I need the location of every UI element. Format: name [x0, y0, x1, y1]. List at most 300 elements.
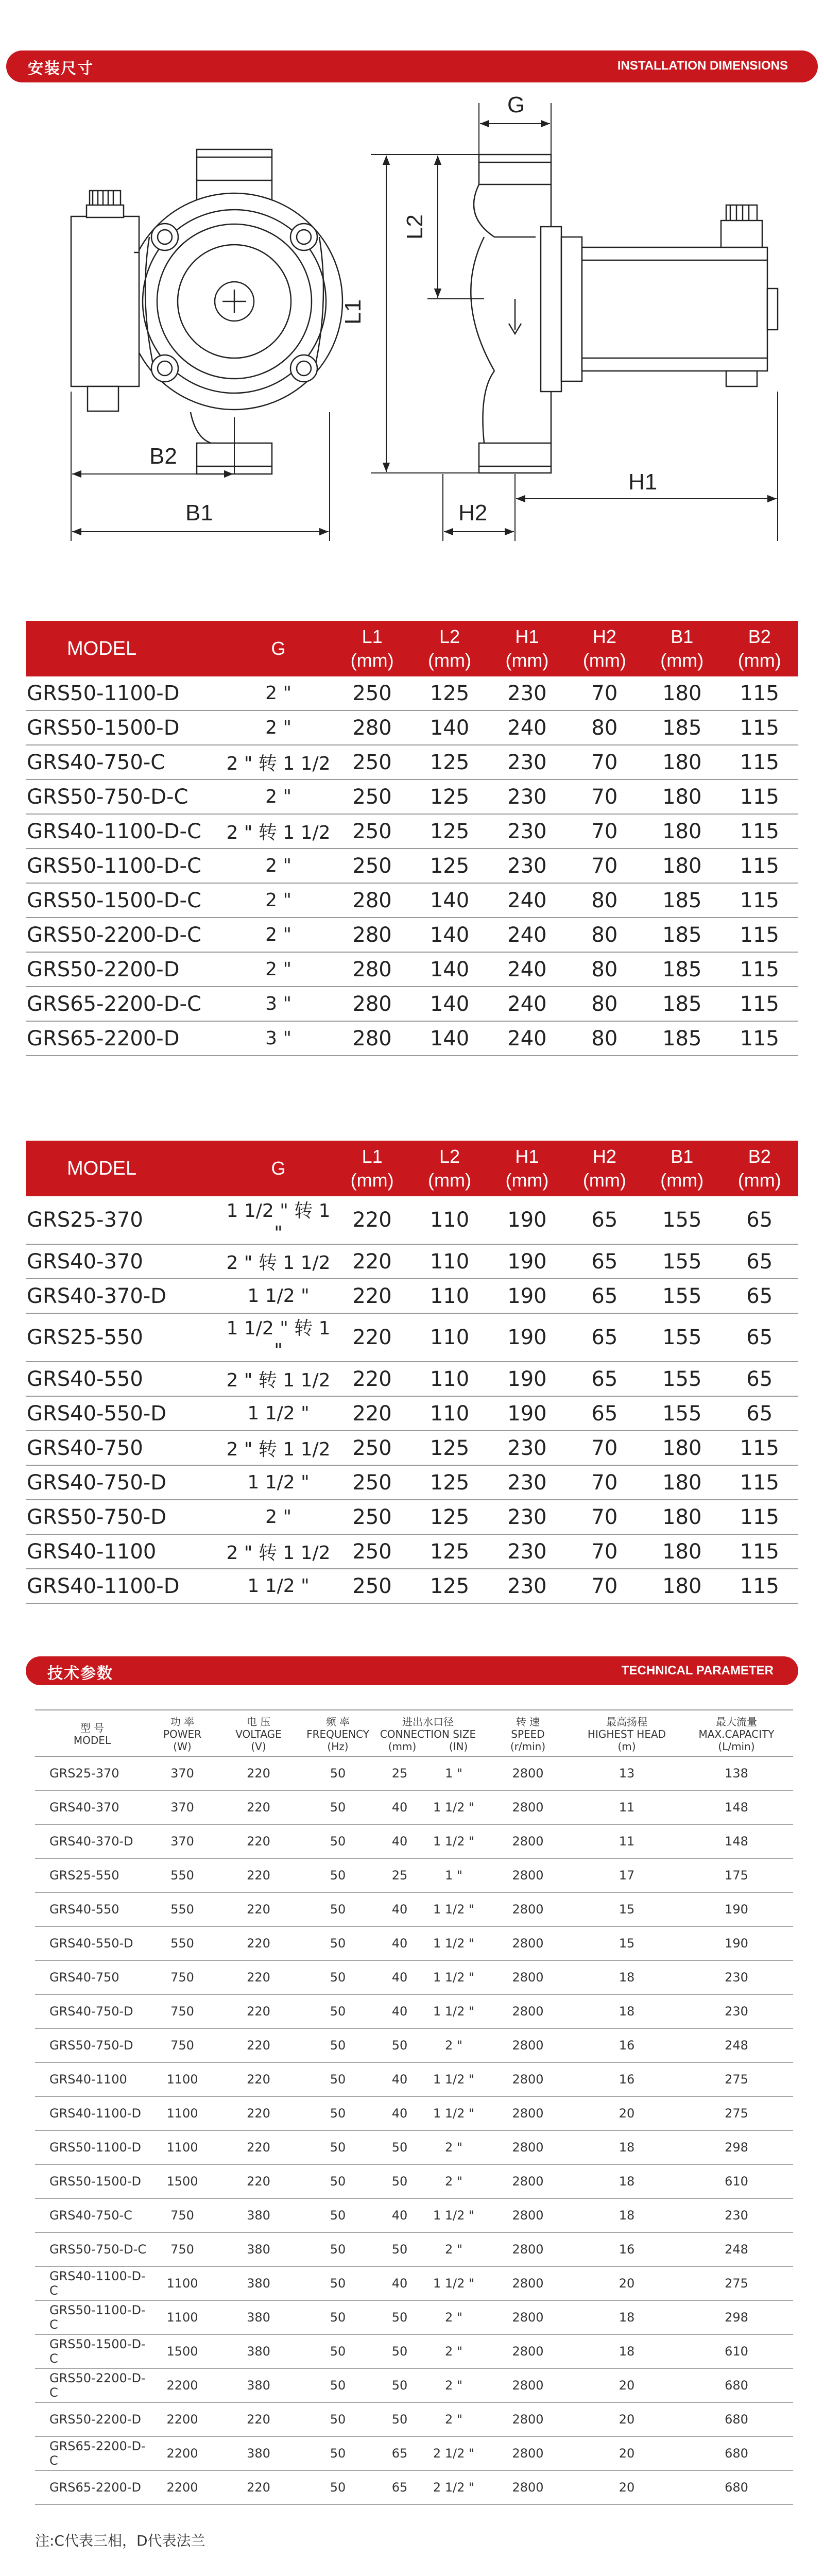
table-row: [35, 2164, 793, 2198]
header-unit: (r/min): [510, 1740, 546, 1753]
table-row: [35, 2368, 793, 2402]
table-cell: 1500: [149, 2164, 215, 2198]
table-cell: 250: [333, 1500, 410, 1534]
table-cell: 1 1/2 ": [224, 1279, 334, 1313]
table-cell: 50: [302, 2028, 374, 2062]
table-cell: 50: [302, 1790, 374, 1824]
model-cell: GRS50-1100-D-C: [35, 2300, 149, 2334]
table-cell: 190: [488, 1362, 565, 1396]
table-cell: 115: [720, 1569, 798, 1603]
table-cell: 280: [333, 952, 410, 987]
dim-label-l2: L2: [402, 214, 427, 240]
table-cell: 370: [149, 1756, 215, 1790]
table-cell: 185: [643, 952, 720, 987]
header-en: MODEL: [73, 1734, 111, 1747]
table-cell: 220: [215, 2164, 302, 2198]
table-cell: 155: [643, 1396, 720, 1431]
table-row: [26, 1534, 798, 1569]
table-cell: 20: [574, 2266, 680, 2300]
table-row: [26, 779, 798, 814]
table-cell: 185: [643, 987, 720, 1021]
col-header-b1-name: B1: [671, 626, 694, 647]
table-cell: 40: [374, 1892, 425, 1926]
model-cell: GRS65-2200-D: [35, 2470, 149, 2504]
model-cell: GRS25-370: [26, 1196, 224, 1244]
table-cell: 50: [302, 2266, 374, 2300]
header-cn: 型 号: [80, 1722, 105, 1734]
table-cell: 250: [333, 1465, 410, 1500]
table-row: [26, 710, 798, 745]
header-en: CONNECTION SIZE: [380, 1728, 476, 1740]
table-cell: 2800: [482, 2130, 574, 2164]
table-cell: 180: [643, 676, 720, 710]
col-header-l1-name: L1: [362, 1146, 383, 1167]
section-title-cn: 安装尺寸: [28, 60, 94, 78]
table-cell: 15: [574, 1892, 680, 1926]
table-cell: 2800: [482, 2334, 574, 2368]
table-cell: 65: [720, 1396, 798, 1431]
table-cell: 1 1/2 ": [224, 1569, 334, 1603]
table-cell: 40: [374, 1994, 425, 2028]
table-cell: 1 1/2 ": [425, 2096, 482, 2130]
table-cell: 50: [302, 2368, 374, 2402]
table-cell: 115: [720, 1021, 798, 1056]
table-row: [26, 1431, 798, 1465]
table-cell: 280: [333, 987, 410, 1021]
table-cell: 240: [488, 952, 565, 987]
table-cell: 220: [333, 1396, 410, 1431]
header-cn: 功 率: [170, 1716, 195, 1728]
table-cell: 15: [574, 1926, 680, 1960]
header-en: VOLTAGE: [235, 1728, 282, 1740]
dim-label-b2: B2: [149, 444, 177, 469]
table-cell: 65: [566, 1279, 643, 1313]
table-cell: 750: [149, 1960, 215, 1994]
technical-table-header: [35, 1710, 793, 1756]
col-header-h1-name: H1: [515, 1146, 539, 1167]
table-cell: 2800: [482, 1926, 574, 1960]
header-en: MAX.CAPACITY: [698, 1728, 775, 1740]
header-unit: (V): [251, 1740, 266, 1753]
table-cell: 50: [302, 1892, 374, 1926]
table-cell: 240: [488, 987, 565, 1021]
table-cell: 380: [215, 2300, 302, 2334]
table-cell: 18: [574, 1994, 680, 2028]
header-en: POWER: [163, 1728, 202, 1740]
col-header-b1-name: B1: [671, 1146, 694, 1167]
table-cell: 1 1/2 ": [425, 2266, 482, 2300]
table-cell: 298: [680, 2300, 793, 2334]
table-cell: 1100: [149, 2062, 215, 2096]
table-row: [35, 1926, 793, 1960]
model-cell: GRS40-1100: [35, 2062, 149, 2096]
dimension-table-1: [26, 621, 798, 1056]
table-cell: 2 ": [224, 849, 334, 883]
table-cell: 680: [680, 2470, 793, 2504]
table-cell: 1 1/2 ": [425, 1926, 482, 1960]
col-header-unit: (mm): [582, 1170, 626, 1191]
model-cell: GRS25-550: [26, 1313, 224, 1362]
model-cell: GRS40-370-D: [35, 1824, 149, 1858]
dimension-table-header: [26, 1141, 798, 1196]
table-cell: 2800: [482, 1756, 574, 1790]
table-cell: 20: [574, 2436, 680, 2470]
model-cell: GRS40-370-D: [26, 1279, 224, 1313]
col-header-b2: [720, 621, 798, 676]
col-header-unit: (mm): [737, 650, 781, 671]
table-cell: 2 ": [224, 918, 334, 952]
table-cell: 155: [643, 1362, 720, 1396]
table-cell: 1 1/2 ": [425, 2198, 482, 2232]
model-cell: GRS50-750-D-C: [26, 779, 224, 814]
model-cell: GRS25-550: [35, 1858, 149, 1892]
table-cell: 380: [215, 2266, 302, 2300]
table-cell: 240: [488, 918, 565, 952]
col-header-l1: [333, 1141, 410, 1196]
table-cell: 180: [643, 745, 720, 779]
table-cell: 240: [488, 1021, 565, 1056]
technical-parameter-table: [35, 1709, 793, 2505]
table-cell: 2 " 转 1 1/2: [224, 1244, 334, 1279]
table-cell: 2 ": [425, 2232, 482, 2266]
table-cell: 50: [374, 2368, 425, 2402]
table-cell: 280: [333, 710, 410, 745]
section-banner-installation: [6, 50, 818, 82]
table-cell: 230: [488, 1465, 565, 1500]
header-unit: (mm) (IN): [388, 1740, 468, 1753]
table-cell: 125: [411, 1569, 488, 1603]
table-cell: 115: [720, 918, 798, 952]
table-cell: 50: [374, 2402, 425, 2436]
table-cell: 65: [720, 1362, 798, 1396]
table-cell: 380: [215, 2198, 302, 2232]
table-cell: 70: [566, 849, 643, 883]
table-cell: 20: [574, 2402, 680, 2436]
col-header-h2-name: H2: [592, 626, 616, 647]
table-cell: 65: [720, 1313, 798, 1362]
col-header-unit: (mm): [428, 1170, 471, 1191]
table-cell: 50: [302, 1824, 374, 1858]
table-cell: 1 ": [425, 1756, 482, 1790]
table-row: [35, 2334, 793, 2368]
table-row: [26, 1500, 798, 1534]
table-cell: 2800: [482, 1824, 574, 1858]
model-cell: GRS40-550-D: [35, 1926, 149, 1960]
table-row: [35, 2130, 793, 2164]
table-cell: 280: [333, 883, 410, 918]
table-cell: 80: [566, 987, 643, 1021]
header-en: HIGHEST HEAD: [587, 1728, 666, 1740]
table-cell: 380: [215, 2368, 302, 2402]
table-cell: 80: [566, 918, 643, 952]
table-cell: 125: [411, 814, 488, 849]
table-cell: 230: [680, 2198, 793, 2232]
table-cell: 110: [411, 1396, 488, 1431]
table-cell: 13: [574, 1756, 680, 1790]
table-cell: 65: [374, 2436, 425, 2470]
table-cell: 40: [374, 1790, 425, 1824]
table-cell: 230: [488, 814, 565, 849]
col-header-h2-name: H2: [592, 1146, 616, 1167]
table-cell: 190: [488, 1196, 565, 1244]
table-cell: 185: [643, 883, 720, 918]
table-cell: 40: [374, 1960, 425, 1994]
table-cell: 220: [215, 1926, 302, 1960]
table-cell: 190: [488, 1396, 565, 1431]
table-row: [26, 987, 798, 1021]
col-header-unit: (mm): [350, 1170, 394, 1191]
table-cell: 65: [720, 1279, 798, 1313]
dimension-table-2-body: [26, 1196, 798, 1603]
table-cell: 2 ": [224, 779, 334, 814]
table-cell: 2800: [482, 1960, 574, 1994]
table-cell: 18: [574, 2164, 680, 2198]
table-cell: 140: [411, 918, 488, 952]
table-cell: 220: [215, 1892, 302, 1926]
table-row: [26, 1396, 798, 1431]
table-cell: 250: [333, 1431, 410, 1465]
col-header-unit: (mm): [660, 1170, 704, 1191]
table-cell: 220: [215, 1824, 302, 1858]
table-cell: 110: [411, 1313, 488, 1362]
tech-header-speed: [482, 1710, 574, 1756]
table-cell: 65: [374, 2470, 425, 2504]
table-cell: 230: [488, 849, 565, 883]
table-cell: 50: [374, 2164, 425, 2198]
table-cell: 1 ": [425, 1858, 482, 1892]
table-cell: 180: [643, 1534, 720, 1569]
table-cell: 1 1/2 " 转 1 ": [224, 1313, 334, 1362]
table-cell: 2800: [482, 2300, 574, 2334]
model-cell: GRS50-1500-D-C: [26, 883, 224, 918]
table-cell: 2 ": [224, 676, 334, 710]
model-cell: GRS50-2200-D-C: [35, 2368, 149, 2402]
table-cell: 220: [215, 1994, 302, 2028]
table-cell: 140: [411, 710, 488, 745]
table-cell: 3 ": [224, 987, 334, 1021]
table-cell: 50: [374, 2130, 425, 2164]
table-cell: 2 ": [425, 2130, 482, 2164]
table-row: [35, 2266, 793, 2300]
table-cell: 40: [374, 2096, 425, 2130]
table-cell: 220: [215, 1756, 302, 1790]
table-cell: 2200: [149, 2402, 215, 2436]
table-cell: 20: [574, 2470, 680, 2504]
table-cell: 220: [333, 1244, 410, 1279]
table-cell: 220: [215, 2062, 302, 2096]
table-row: [26, 883, 798, 918]
table-row: [26, 1465, 798, 1500]
model-cell: GRS40-750-D: [35, 1994, 149, 2028]
table-cell: 18: [574, 2198, 680, 2232]
table-cell: 175: [680, 1858, 793, 1892]
table-cell: 2800: [482, 2368, 574, 2402]
table-cell: 16: [574, 2028, 680, 2062]
table-row: [35, 1824, 793, 1858]
table-row: [35, 1756, 793, 1790]
table-cell: 115: [720, 1465, 798, 1500]
header-cn: 进出水口径: [402, 1716, 454, 1728]
table-cell: 250: [333, 1534, 410, 1569]
table-row: [26, 676, 798, 710]
table-cell: 50: [374, 2232, 425, 2266]
table-cell: 18: [574, 2300, 680, 2334]
col-header-h1: [488, 1141, 565, 1196]
table-cell: 148: [680, 1790, 793, 1824]
table-cell: 220: [215, 2028, 302, 2062]
table-row: [26, 1569, 798, 1603]
table-cell: 115: [720, 676, 798, 710]
technical-table-body: [35, 1756, 793, 2504]
table-cell: 50: [302, 1858, 374, 1892]
header-unit: (Hz): [327, 1740, 349, 1753]
header-cn: 频 率: [325, 1716, 350, 1728]
col-header-model: MODEL: [67, 1158, 137, 1179]
table-cell: 125: [411, 1500, 488, 1534]
col-header-l2-name: L2: [439, 1146, 460, 1167]
table-cell: 2800: [482, 2028, 574, 2062]
col-header-h1: [488, 621, 565, 676]
table-cell: 125: [411, 849, 488, 883]
table-cell: 110: [411, 1196, 488, 1244]
table-cell: 1 1/2 " 转 1 ": [224, 1196, 334, 1244]
table-cell: 680: [680, 2436, 793, 2470]
table-cell: 2800: [482, 2402, 574, 2436]
table-cell: 230: [488, 1500, 565, 1534]
table-cell: 230: [488, 779, 565, 814]
table-row: [26, 1279, 798, 1313]
table-row: [26, 1196, 798, 1244]
header-en: FREQUENCY: [306, 1728, 369, 1740]
table-cell: 2 " 转 1 1/2: [224, 1362, 334, 1396]
table-row: [35, 2436, 793, 2470]
model-cell: GRS40-750-D: [26, 1465, 224, 1500]
table-cell: 125: [411, 676, 488, 710]
table-cell: 65: [566, 1196, 643, 1244]
table-cell: 70: [566, 814, 643, 849]
table-cell: 1500: [149, 2334, 215, 2368]
model-cell: GRS25-370: [35, 1756, 149, 1790]
table-cell: 110: [411, 1362, 488, 1396]
table-cell: 230: [488, 676, 565, 710]
table-row: [35, 1960, 793, 1994]
table-cell: 248: [680, 2028, 793, 2062]
table-cell: 370: [149, 1790, 215, 1824]
table-cell: 1100: [149, 2300, 215, 2334]
table-cell: 2 ": [425, 2164, 482, 2198]
col-header-b2-name: B2: [748, 626, 771, 647]
table-cell: 550: [149, 1926, 215, 1960]
table-cell: 11: [574, 1824, 680, 1858]
table-cell: 125: [411, 779, 488, 814]
header-cn: 转 速: [516, 1716, 540, 1728]
model-cell: GRS65-2200-D: [26, 1021, 224, 1056]
table-cell: 2 " 转 1 1/2: [224, 1534, 334, 1569]
table-cell: 115: [720, 883, 798, 918]
table-cell: 50: [374, 2028, 425, 2062]
table-cell: 50: [302, 2300, 374, 2334]
table-cell: 155: [643, 1244, 720, 1279]
table-row: [35, 1994, 793, 2028]
table-cell: 50: [302, 2130, 374, 2164]
tech-header-power: [149, 1710, 215, 1756]
table-row: [35, 2028, 793, 2062]
table-cell: 125: [411, 1534, 488, 1569]
table-cell: 50: [302, 2436, 374, 2470]
table-cell: 2800: [482, 1892, 574, 1926]
table-cell: 2800: [482, 2198, 574, 2232]
dim-label-b1: B1: [185, 500, 213, 526]
table-cell: 1 1/2 ": [224, 1396, 334, 1431]
model-cell: GRS40-550: [26, 1362, 224, 1396]
table-cell: 16: [574, 2062, 680, 2096]
table-cell: 220: [215, 1858, 302, 1892]
table-cell: 125: [411, 1465, 488, 1500]
table-cell: 610: [680, 2164, 793, 2198]
table-row: [26, 849, 798, 883]
dim-label-h1: H1: [628, 469, 658, 495]
dim-label-h2: H2: [458, 500, 488, 526]
table-row: [26, 1244, 798, 1279]
table-cell: 50: [302, 2232, 374, 2266]
table-cell: 1100: [149, 2130, 215, 2164]
table-cell: 220: [215, 2096, 302, 2130]
table-cell: 50: [374, 2300, 425, 2334]
model-cell: GRS50-750-D-C: [35, 2232, 149, 2266]
table-cell: 50: [302, 2198, 374, 2232]
table-cell: 180: [643, 1569, 720, 1603]
tech-header-capacity: [680, 1710, 793, 1756]
table-cell: 40: [374, 2198, 425, 2232]
table-cell: 750: [149, 2198, 215, 2232]
table-cell: 50: [302, 2334, 374, 2368]
header-unit: (W): [173, 1740, 192, 1753]
table-cell: 275: [680, 2096, 793, 2130]
col-header-b2-name: B2: [748, 1146, 771, 1167]
table-cell: 70: [566, 745, 643, 779]
table-cell: 20: [574, 2368, 680, 2402]
table-cell: 115: [720, 814, 798, 849]
table-row: [35, 2096, 793, 2130]
col-header-b2: [720, 1141, 798, 1196]
table-cell: 185: [643, 918, 720, 952]
table-cell: 25: [374, 1756, 425, 1790]
footnote: 注:C代表三相，D代表法兰: [35, 2532, 205, 2549]
table-cell: 70: [566, 1500, 643, 1534]
table-cell: 2200: [149, 2470, 215, 2504]
table-cell: 18: [574, 2334, 680, 2368]
table-cell: 185: [643, 1021, 720, 1056]
col-header-b1: [643, 621, 720, 676]
table-cell: 610: [680, 2334, 793, 2368]
table-cell: 148: [680, 1824, 793, 1858]
model-cell: GRS50-1100-D: [26, 676, 224, 710]
table-cell: 230: [488, 1431, 565, 1465]
table-cell: 1 1/2 ": [425, 1960, 482, 1994]
table-cell: 138: [680, 1756, 793, 1790]
table-cell: 1100: [149, 2096, 215, 2130]
table-cell: 140: [411, 1021, 488, 1056]
model-cell: GRS40-1100-D: [35, 2096, 149, 2130]
table-cell: 2800: [482, 1790, 574, 1824]
table-cell: 65: [566, 1362, 643, 1396]
model-cell: GRS40-750: [35, 1960, 149, 1994]
col-header-l1: [333, 621, 410, 676]
model-cell: GRS65-2200-D-C: [35, 2436, 149, 2470]
table-cell: 2200: [149, 2368, 215, 2402]
table-cell: 80: [566, 710, 643, 745]
table-cell: 230: [488, 1569, 565, 1603]
